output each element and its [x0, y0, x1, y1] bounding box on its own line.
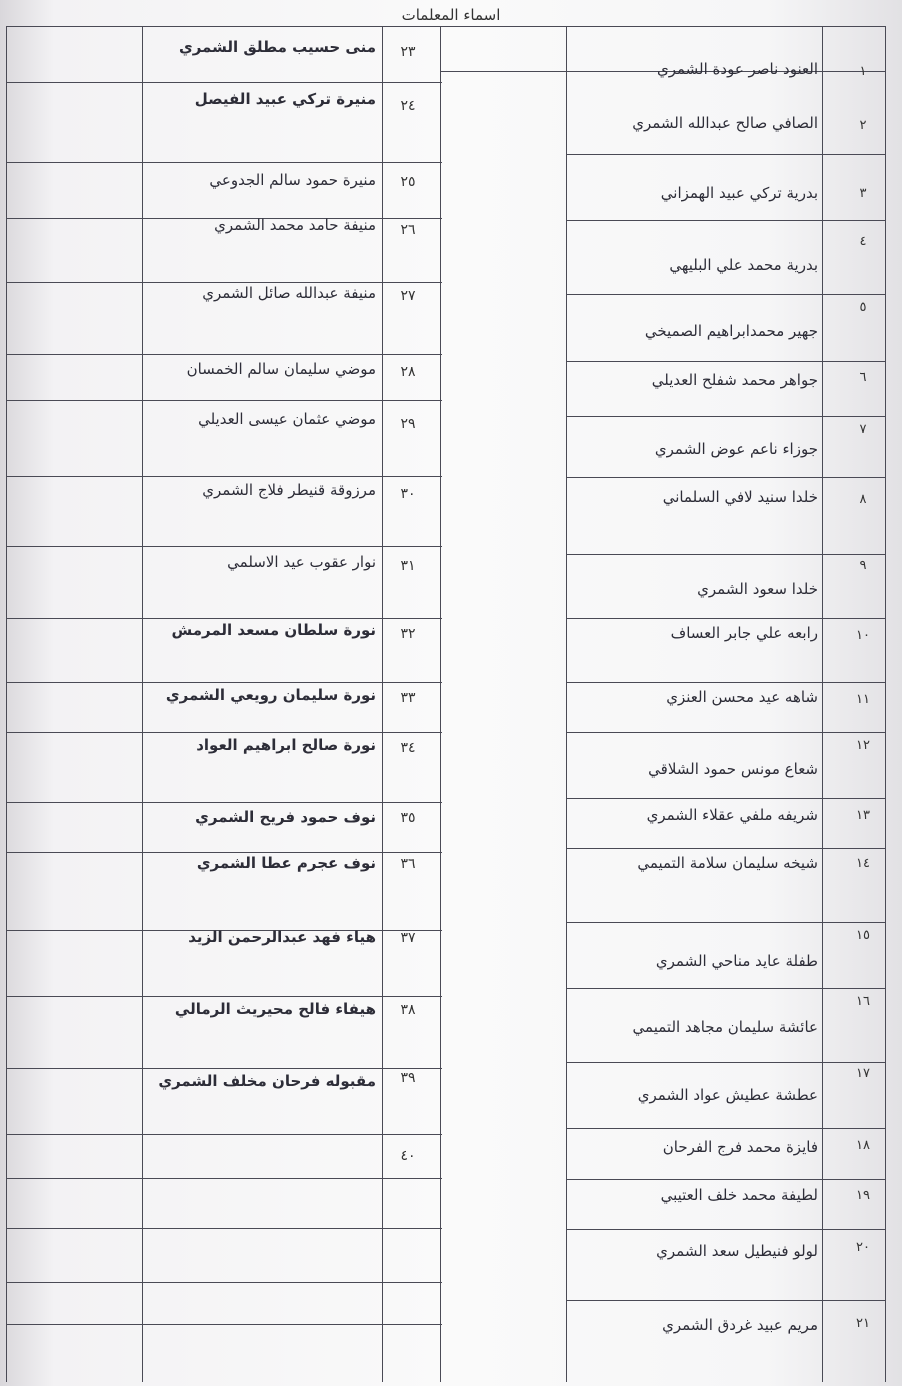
teacher-name: جواهر محمد شفلح العديلي [651, 371, 818, 389]
row-number: ١١ [856, 692, 870, 707]
row-divider [566, 682, 886, 683]
teacher-name: لطيفة محمد خلف العتيبي [660, 1186, 818, 1204]
row-number: ١٢ [856, 738, 870, 753]
row-number: ١٤ [856, 856, 870, 871]
teacher-name: لولو فنيطيل سعد الشمري [656, 1242, 818, 1260]
row-number: ٢١ [856, 1316, 870, 1331]
row-divider [6, 732, 442, 733]
teacher-name: نوار عقوب عيد الاسلمي [227, 553, 376, 571]
row-number: ٦ [859, 370, 867, 385]
row-divider [566, 922, 886, 923]
row-divider [566, 798, 886, 799]
teacher-name: منيفة حامد محمد الشمري [214, 216, 376, 234]
row-number: ١٠ [856, 628, 870, 643]
teacher-name: شعاع مونس حمود الشلاقي [648, 760, 818, 778]
row-divider [566, 294, 886, 295]
row-divider [566, 732, 886, 733]
row-number: ٧ [859, 422, 867, 437]
row-divider [566, 618, 886, 619]
row-number: ٣٦ [400, 856, 416, 872]
teacher-name: بدرية تركي عبيد الهمزاني [660, 184, 818, 202]
row-number: ١٣ [856, 808, 870, 823]
row-number: ٢٨ [400, 364, 416, 380]
row-divider [566, 988, 886, 989]
row-number: ٢٦ [400, 222, 416, 238]
teacher-name: مقبوله فرحان مخلف الشمري [158, 1072, 376, 1090]
row-number: ٢٤ [400, 98, 416, 114]
teacher-name: موضي سليمان سالم الخمسان [186, 360, 376, 378]
row-divider [566, 1179, 886, 1180]
teacher-name: هياء فهد عبدالرحمن الزيد [188, 928, 376, 946]
teacher-name: شريفه ملفي عقلاء الشمري [646, 806, 818, 824]
teacher-name: موضي عثمان عيسى العديلي [198, 410, 376, 428]
row-number: ٢ [859, 118, 867, 133]
row-number: ٤٠ [400, 1148, 416, 1164]
teacher-name: نوف عجرم عطا الشمري [196, 854, 376, 872]
row-number: ١٨ [856, 1138, 870, 1153]
row-number: ٩ [859, 558, 867, 573]
row-divider [6, 162, 442, 163]
teacher-name: جوزاء ناعم عوض الشمري [654, 440, 818, 458]
teacher-name: هيفاء فالح محيريث الرمالي [174, 1000, 376, 1018]
row-divider [566, 154, 886, 155]
row-number: ١٩ [856, 1188, 870, 1203]
teacher-name: منى حسيب مطلق الشمري [178, 38, 376, 56]
teacher-name: الصافي صالح عبدالله الشمري [632, 114, 818, 132]
row-divider [566, 361, 886, 362]
teacher-name: عائشة سليمان مجاهد التميمي [632, 1018, 818, 1036]
row-number: ٢٥ [400, 174, 416, 190]
teacher-name: بدرية محمد علي البليهي [669, 256, 818, 274]
row-number: ٣٣ [400, 690, 416, 706]
row-divider [6, 996, 442, 997]
row-divider [6, 476, 442, 477]
row-divider [566, 416, 886, 417]
row-number: ٤ [859, 234, 867, 249]
teacher-name: منيفة عبدالله صائل الشمري [202, 284, 376, 302]
row-number: ٣٥ [400, 810, 416, 826]
row-number: ٣٤ [400, 740, 416, 756]
teacher-name: خلدا سنيد لافي السلماني [662, 488, 818, 506]
row-number: ٢٩ [400, 416, 416, 432]
row-number: ٣٨ [400, 1002, 416, 1018]
table-border-top [6, 26, 886, 27]
teacher-name: نورة سلطان مسعد المرمش [171, 621, 376, 639]
row-divider [6, 546, 442, 547]
row-number: ٣٧ [400, 930, 416, 946]
row-divider [566, 1229, 886, 1230]
teacher-name: مرزوقة قنيطر فلاج الشمري [202, 481, 376, 499]
row-number: ١٦ [856, 994, 870, 1009]
row-divider [6, 400, 442, 401]
row-number: ٢٣ [400, 44, 416, 60]
teacher-name: رابعه علي جابر العساف [670, 624, 818, 642]
teacher-name: طفلة عايد مناحي الشمري [655, 952, 818, 970]
teacher-name: نورة سليمان رويعي الشمري [165, 686, 376, 704]
row-divider [6, 1068, 442, 1069]
row-divider [566, 477, 886, 478]
row-number: ٢٠ [856, 1240, 870, 1255]
row-divider [6, 354, 442, 355]
row-divider [6, 1178, 442, 1179]
row-divider [6, 682, 442, 683]
teacher-name: مريم عبيد غردق الشمري [662, 1316, 818, 1334]
row-divider [6, 1282, 442, 1283]
row-number: ٨ [859, 492, 867, 507]
row-number: ٥ [859, 300, 867, 315]
teacher-name: شاهه عيد محسن العنزي [666, 688, 818, 706]
teacher-name: جهير محمدابراهيم الصميخي [644, 322, 818, 340]
teacher-name: نورة صالح ابراهيم العواد [196, 736, 376, 754]
teacher-name: نوف حمود فريح الشمري [195, 808, 376, 826]
teacher-name: شيخه سليمان سلامة التميمي [637, 854, 818, 872]
teacher-name: منيرة تركي عبيد الفيصل [194, 90, 376, 108]
teacher-name: عطشة عطيش عواد الشمري [637, 1086, 818, 1104]
row-divider [566, 1062, 886, 1063]
names-table [6, 26, 888, 1382]
row-divider [6, 618, 442, 619]
teacher-name: فايزة محمد فرج الفرحان [662, 1138, 818, 1156]
row-divider [6, 1134, 442, 1135]
teacher-name: منيرة حمود سالم الجدوعي [209, 171, 376, 189]
page-title: اسماء المعلمات [401, 6, 501, 24]
row-number: ٣١ [400, 558, 416, 574]
row-number: ١٥ [856, 928, 870, 943]
teacher-name: العنود ناصر عودة الشمري [656, 60, 818, 78]
row-number: ١ [859, 64, 867, 79]
row-divider [6, 802, 442, 803]
row-divider [566, 1128, 886, 1129]
row-divider [6, 82, 442, 83]
row-number: ٣٩ [400, 1070, 416, 1086]
teacher-name: خلدا سعود الشمري [697, 580, 818, 598]
row-divider [566, 1300, 886, 1301]
row-number: ٢٧ [400, 288, 416, 304]
row-divider [566, 220, 886, 221]
row-number: ١٧ [856, 1066, 870, 1081]
row-divider [6, 1324, 442, 1325]
row-number: ٣٢ [400, 626, 416, 642]
row-divider [566, 848, 886, 849]
row-number: ٣ [859, 186, 867, 201]
row-divider [6, 1228, 442, 1229]
row-number: ٣٠ [400, 486, 416, 502]
row-divider [566, 554, 886, 555]
